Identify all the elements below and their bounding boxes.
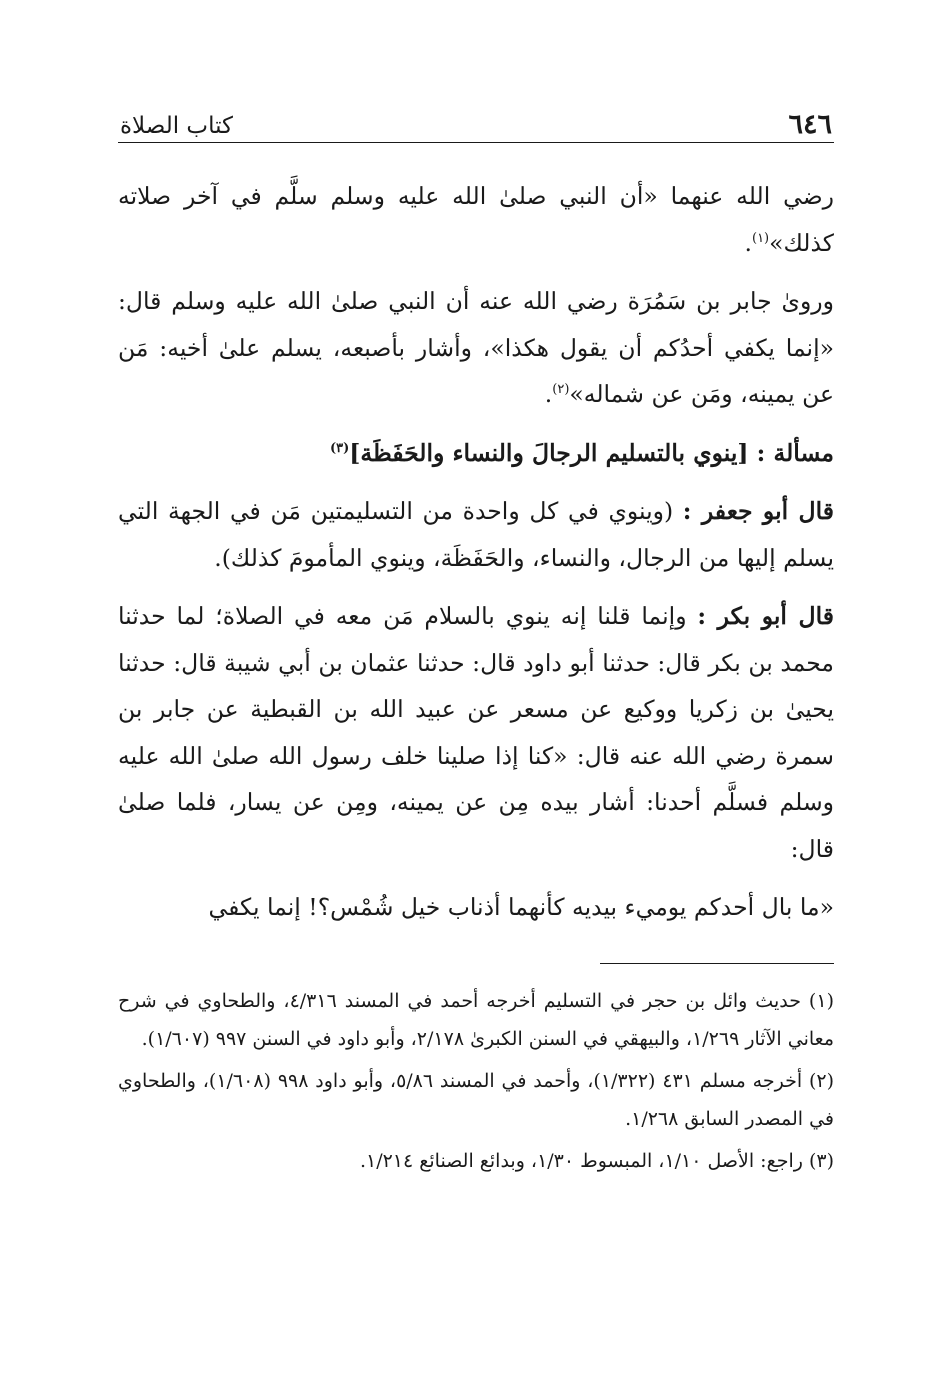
page-number: ٦٤٦ xyxy=(788,109,832,140)
punctuation: . xyxy=(544,380,553,408)
footnotes xyxy=(118,982,834,1180)
main-text xyxy=(118,173,834,931)
issue-heading xyxy=(118,430,834,477)
paragraph-abu-jafar xyxy=(118,488,834,581)
book-page xyxy=(118,96,834,1184)
issue-label: مسألة : xyxy=(756,438,834,467)
footnote-1: (١) حديث وائل بن حجر في التسليم أخرجه أحمد في المسند ٤/٣١٦، والطحاوي في شرح معاني الآثار ١/٢٦٩، والبيهقي في السنن الكبرىٰ ٢/١٧٨، وأبو داود في السنن ٩٩٧ (١/٦٠٧). xyxy=(118,989,834,1050)
paragraph-text: ورویٰ جابر بن سَمُرَة رضي الله عنه أن النبي صلىٰ الله عليه وسلم قال: «إنما يكفي أحدُكم أن يقول هكذا»، وأشار بأصبعه، يسلم علىٰ أخيه: مَن عن يمينه، ومَن عن شماله» xyxy=(118,287,834,408)
footnote-2: (٢) أخرجه مسلم ٤٣١ (١/٣٢٢)، وأحمد في المسند ٥/٨٦، وأبو داود ٩٩٨ (١/٦٠٨)، والطحاوي في المصدر السابق ١/٢٦٨. xyxy=(118,1069,835,1130)
footnote-ref-2: (٢) xyxy=(552,382,570,398)
paragraph-text: (وينوي في كل واحدة من التسليمتين مَن في الجهة التي يسلم إليها من الرجال، والنساء، والحَفَظَة، وينوي المأمومَ كذلك). xyxy=(118,497,834,572)
footnote-3: (٣) راجع: الأصل ١/١٠، المبسوط ١/٣٠، وبدائع الصنائع ١/٢١٤. xyxy=(359,1149,834,1172)
paragraph-text: رضي الله عنهما «أن النبي صلىٰ الله عليه وسلم سلَّم في آخر صلاته كذلك» xyxy=(118,182,834,257)
punctuation: . xyxy=(744,228,752,257)
speaker-label: قال أبو بكر : xyxy=(697,602,834,630)
paragraph-text: وإنما قلنا إنه ينوي بالسلام مَن معه في الصلاة؛ لما حدثنا محمد بن بكر قال: حدثنا أبو داود قال: حدثنا عثمان بن أبي شيبة قال: حدثنا يحيىٰ بن زكريا ووكيع عن مسعر عن عبيد الله بن القبطية عن جابر بن سمرة رضي الله عنه قال: «كنا إذا صلينا خلف رسول الله صلىٰ الله عليه وسلم فسلَّم أحدنا: أشار بيده مِن عن يمينه، ومِن عن يسار، فلما صلىٰ قال: xyxy=(118,602,834,863)
paragraph-text: «ما بال أحدكم يوميء بيديه كأنهما أذناب خيل شُمْس؟! إنما يكفي xyxy=(208,893,834,921)
book-title: كتاب الصلاة xyxy=(120,113,233,139)
paragraph-1 xyxy=(118,173,834,266)
paragraph-abu-bakr xyxy=(118,593,834,872)
paragraph-hadith xyxy=(118,884,834,931)
paragraph-2 xyxy=(118,278,834,418)
page-header xyxy=(118,96,834,143)
footnote-ref-1: (١) xyxy=(751,230,770,246)
issue-title: [ينوي بالتسليم الرجالَ والنساء والحَفَظَة] xyxy=(349,438,749,467)
speaker-label: قال أبو جعفر : xyxy=(682,497,834,525)
footnote-separator xyxy=(600,963,834,964)
footnote-ref-3: (٣) xyxy=(329,440,350,456)
